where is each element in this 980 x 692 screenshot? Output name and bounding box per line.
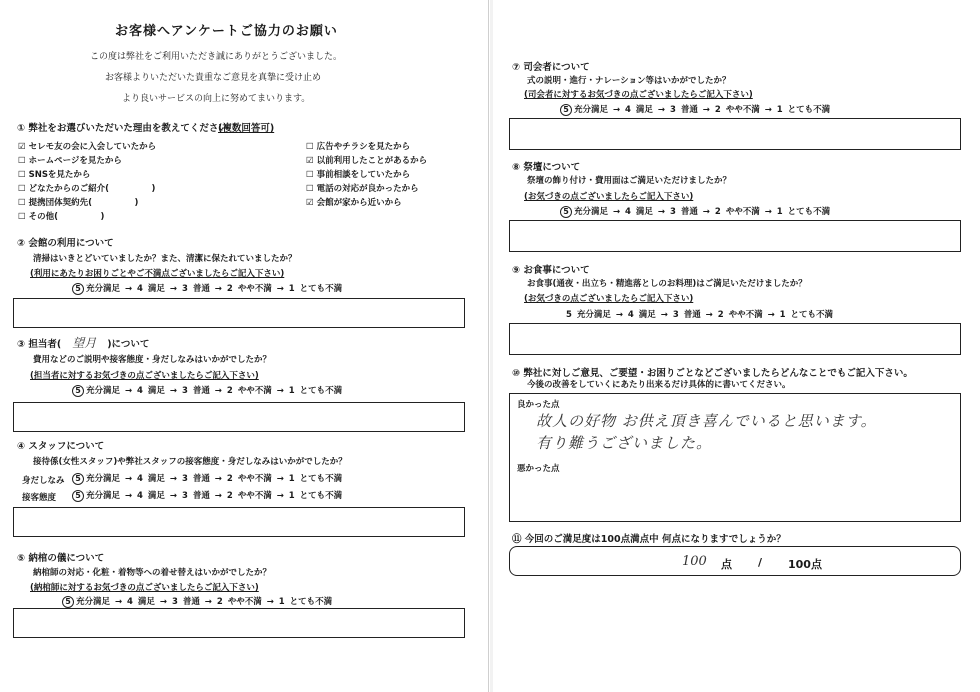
q4-title: ④ スタッフについて bbox=[17, 441, 105, 452]
q10-good-text-line-1: 故人の好物 お供え頂き喜んでいると思います。 bbox=[536, 412, 877, 430]
q1-option-ads[interactable]: ☐ 広告やチラシを見たから bbox=[306, 142, 411, 152]
q3-comment-box[interactable] bbox=[13, 402, 465, 432]
q2-rating-selected: 5 bbox=[72, 283, 84, 295]
q4-row-label-appearance: 身だしなみ bbox=[22, 476, 65, 486]
q8-rating-scale[interactable] bbox=[560, 205, 830, 218]
q8-rating-selected: 5 bbox=[560, 206, 572, 218]
q10-title: ⑩ 弊社に対しご意見、ご要望・お困りごとなどございましたらどんなことでもご記入下さい。 bbox=[512, 368, 913, 379]
q5-rating-text: 充分満足 → 4 満足 → 3 普通 → 2 やや不満 → 1 とても不満 bbox=[76, 597, 333, 607]
q9-rating-scale[interactable]: 5 充分満足 → 4 満足 → 3 普通 → 2 やや不満 → 1 とても不満 bbox=[566, 310, 834, 320]
q7-rating-text: 充分満足 → 4 満足 → 3 普通 → 2 やや不満 → 1 とても不満 bbox=[574, 105, 831, 115]
q1-option-referral[interactable]: ☐ どなたからのご紹介( ) bbox=[18, 184, 156, 194]
q10-comment-box[interactable] bbox=[509, 393, 961, 522]
q4-question: 接待係(女性スタッフ)や弊社スタッフの接客態度・身だしなみはいかがでしたか？ bbox=[33, 457, 347, 467]
q11-score-box[interactable] bbox=[509, 546, 961, 576]
q1-option-sns[interactable]: ☐ SNSを見たから bbox=[18, 170, 91, 180]
q1-option-homepage[interactable]: ☐ ホームページを見たから bbox=[18, 156, 122, 166]
q5-rating-scale[interactable] bbox=[62, 595, 332, 608]
q3-title-a: ③ 担当者( bbox=[17, 339, 62, 350]
q2-comment-box[interactable] bbox=[13, 298, 465, 328]
q1-option-previous[interactable]: ☑ 以前利用したことがあるから bbox=[306, 156, 428, 166]
q10-good-label: 良かった点 bbox=[517, 400, 560, 410]
q8-rating-text: 充分満足 → 4 満足 → 3 普通 → 2 やや不満 → 1 とても不満 bbox=[574, 207, 831, 217]
q3-question: 費用などのご説明や接客態度・身だしなみはいかがでしたか？ bbox=[33, 355, 272, 365]
q4-comment-box[interactable] bbox=[13, 507, 465, 537]
q7-comment-box[interactable] bbox=[509, 118, 961, 150]
q4-service-rating-text: 充分満足 → 4 満足 → 3 普通 → 2 やや不満 → 1 とても不満 bbox=[86, 491, 343, 501]
q11-slash: / bbox=[758, 556, 763, 569]
q3-rating-selected: 5 bbox=[72, 385, 84, 397]
q8-title: ⑧ 祭壇について bbox=[512, 162, 581, 173]
q9-title: ⑨ お食事について bbox=[512, 265, 590, 276]
q1-option-partner[interactable]: ☐ 提携団体契約先( ) bbox=[18, 198, 139, 208]
q10-good-text-line-2: 有り難うございました。 bbox=[536, 434, 713, 452]
page-fold-line bbox=[488, 0, 489, 692]
intro-line-3: より良いサービスの向上に努めてまいります。 bbox=[122, 94, 311, 104]
q1-note: (複数回答可) bbox=[218, 123, 275, 134]
q5-note: (納棺師に対するお気づきの点ございましたらご記入下さい) bbox=[30, 583, 259, 593]
q5-question: 納棺師の対応・化粧・着物等への着せ替えはいかがでしたか？ bbox=[33, 568, 272, 578]
intro-line-2: お客様よりいただいた貴重なご意見を真摯に受け止め bbox=[105, 73, 322, 83]
q1-option-consult[interactable]: ☐ 事前相談をしていたから bbox=[306, 170, 411, 180]
q5-title: ⑤ 納棺の儀について bbox=[17, 553, 105, 564]
q11-max-score: 100点 bbox=[788, 558, 822, 571]
q7-note: (司会者に対するお気づきの点ございましたらご記入下さい) bbox=[524, 90, 753, 100]
q1-title: ① 弊社をお選びいただいた理由を教えてください bbox=[17, 123, 228, 134]
q8-comment-box[interactable] bbox=[509, 220, 961, 252]
q3-title bbox=[17, 334, 149, 351]
q7-title: ⑦ 司会者について bbox=[512, 62, 590, 73]
page-title: お客様へアンケートご協力のお願い bbox=[115, 24, 338, 39]
q5-comment-box[interactable] bbox=[13, 608, 465, 638]
q10-instruction: 今後の改善をしていくにあたり出来るだけ具体的に書いてください。 bbox=[527, 380, 791, 390]
q3-rating-text: 充分満足 → 4 満足 → 3 普通 → 2 やや不満 → 1 とても不満 bbox=[86, 386, 343, 396]
q10-bad-label: 悪かった点 bbox=[517, 464, 560, 474]
q1-option-phone[interactable]: ☐ 電話の対応が良かったから bbox=[306, 184, 419, 194]
q2-rating-text: 充分満足 → 4 満足 → 3 普通 → 2 やや不満 → 1 とても不満 bbox=[86, 284, 343, 294]
q11-title: ⑪ 今回のご満足度は100点満点中 何点になりますでしょうか？ bbox=[512, 534, 786, 545]
q4-row-label-service: 接客態度 bbox=[22, 493, 57, 503]
q8-note: (お気づきの点ございましたらご記入下さい) bbox=[524, 192, 694, 202]
q2-question: 清掃はいきとどいていましたか？また、清潔に保たれていましたか？ bbox=[33, 254, 297, 264]
q4-appearance-rating-selected: 5 bbox=[72, 473, 84, 485]
q9-comment-box[interactable] bbox=[509, 323, 961, 355]
q8-question: 祭壇の飾り付け・費用面はご満足いただけましたか？ bbox=[527, 176, 732, 186]
q9-note: (お気づきの点ございましたらご記入下さい) bbox=[524, 294, 694, 304]
q1-option-other[interactable]: ☐ その他( ) bbox=[18, 212, 105, 222]
q7-rating-selected: 5 bbox=[560, 104, 572, 116]
q3-handwritten-name: 望月 bbox=[72, 336, 97, 350]
q1-option-near[interactable]: ☑ 会館が家から近いから bbox=[306, 198, 402, 208]
q3-title-b: )について bbox=[107, 339, 150, 350]
q4-appearance-rating-text: 充分満足 → 4 満足 → 3 普通 → 2 やや不満 → 1 とても不満 bbox=[86, 474, 343, 484]
page-fold-shadow bbox=[490, 0, 493, 692]
q3-rating-scale[interactable] bbox=[72, 384, 342, 397]
q4-service-rating-scale[interactable] bbox=[72, 489, 342, 502]
q11-handwritten-score: 100 bbox=[682, 554, 707, 569]
q2-title: ② 会館の利用について bbox=[17, 238, 114, 249]
intro-line-1: この度は弊社をご利用いただき誠にありがとうございました。 bbox=[90, 52, 343, 62]
q1-option-celemo[interactable]: ☑ セレモ友の会に入会していたから bbox=[18, 142, 157, 152]
q2-rating-scale[interactable] bbox=[72, 282, 342, 295]
q3-note: (担当者に対するお気づきの点ございましたらご記入下さい) bbox=[30, 371, 259, 381]
q7-question: 式の説明・進行・ナレーション等はいかがでしたか？ bbox=[527, 76, 731, 86]
q4-appearance-rating-scale[interactable] bbox=[72, 472, 342, 485]
q5-rating-selected: 5 bbox=[62, 596, 74, 608]
q7-rating-scale[interactable] bbox=[560, 103, 830, 116]
q9-question: お食事(通夜・出立ち・精進落としのお料理)はご満足いただけましたか？ bbox=[527, 279, 807, 289]
q4-service-rating-selected: 5 bbox=[72, 490, 84, 502]
q11-score-unit: 点 bbox=[721, 558, 732, 571]
q2-note: (利用にあたりお困りごとやご不満点ございましたらご記入下さい) bbox=[30, 269, 285, 279]
